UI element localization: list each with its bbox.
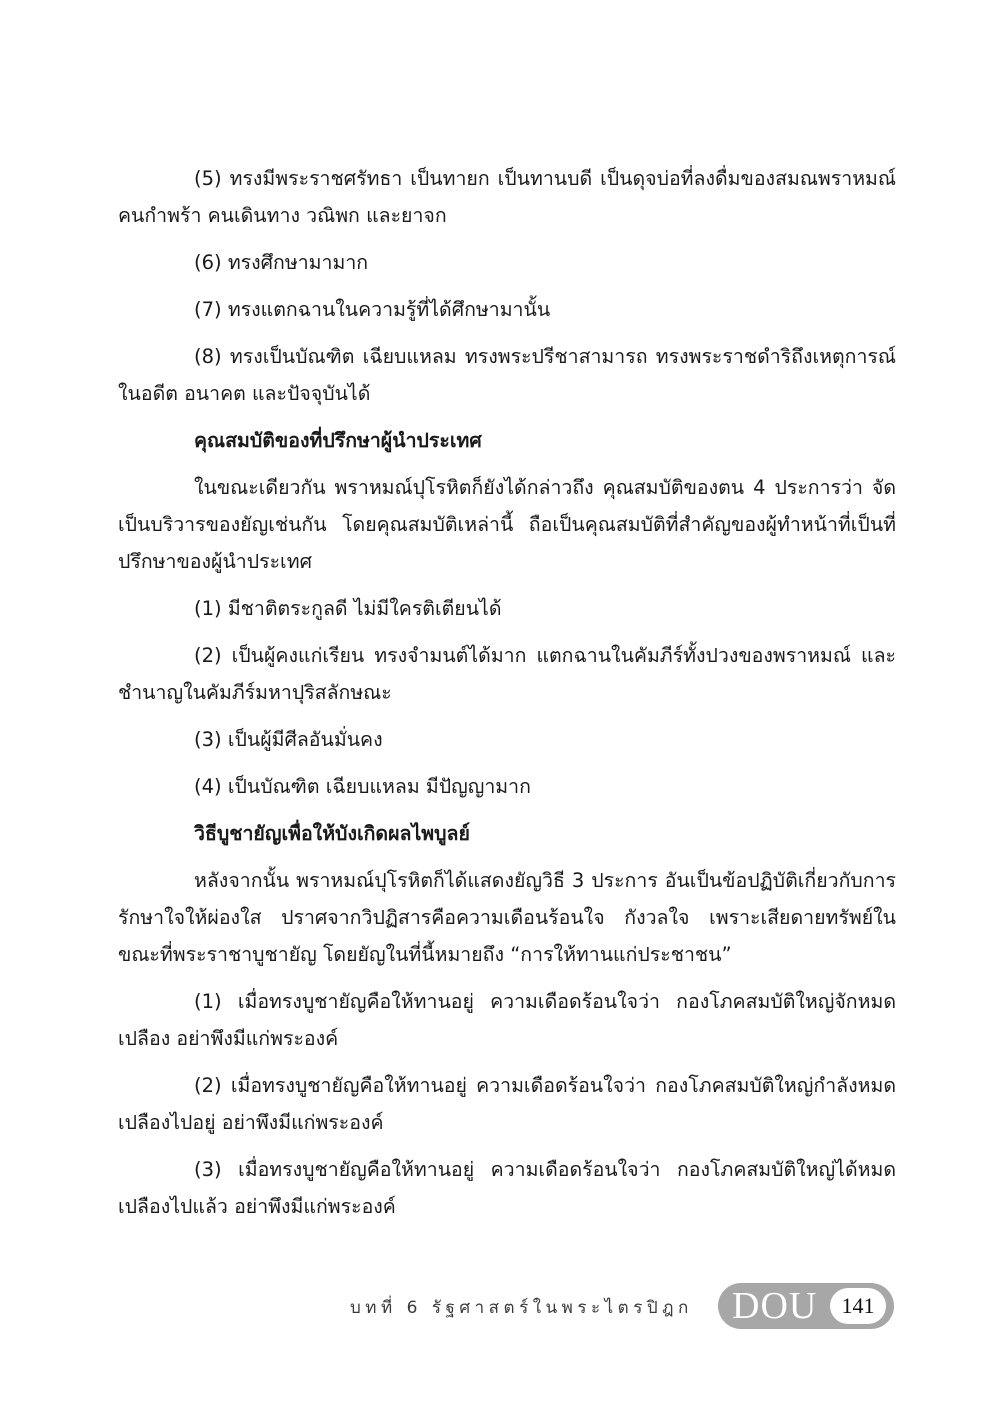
section-heading-advisor-qualities: คุณสมบัติของที่ปรึกษาผู้นำประเทศ <box>194 429 482 452</box>
section1-intro: ในขณะเดียวกัน พราหมณ์ปุโรหิตก็ยังได้กล่าวถึง คุณสมบัติของตน 4 ประการว่า จัดเป็นบริวารของยัญเช่นกัน โดยคุณสมบัติเหล่านี้ ถือเป็นคุณสมบัติที่สำคัญของผู้ทำหน้าที่เป็นที่ปรึกษาของผู้นำประเทศ <box>118 476 896 573</box>
section1-item-3: (3) เป็นผู้มีศีลอันมั่นคง <box>194 728 383 751</box>
page-body <box>118 160 896 1235</box>
section1-item-2: (2) เป็นผู้คงแก่เรียน ทรงจำมนต์ได้มาก แตกฉานในคัมภีร์ทั้งปวงของพราหมณ์ และชำนาญในคัมภีร์มหาปุริสลักษณะ <box>118 644 896 704</box>
page-footer <box>350 1280 900 1334</box>
dou-badge <box>718 1283 894 1329</box>
dou-logo-text: DOU <box>732 1285 818 1327</box>
section-heading-sacrifice-method: วิธีบูชายัญเพื่อให้บังเกิดผลไพบูลย์ <box>194 822 470 845</box>
paragraph-item-6: (6) ทรงศึกษามามาก <box>194 251 369 274</box>
section1-item-4: (4) เป็นบัณฑิต เฉียบแหลม มีปัญญามาก <box>194 775 531 798</box>
paragraph-item-8: (8) ทรงเป็นบัณฑิต เฉียบแหลม ทรงพระปรีชาสามารถ ทรงพระราชดำริถึงเหตุการณ์ในอดีต อนาคต และปัจจุบันได้ <box>118 345 896 405</box>
paragraph-item-7: (7) ทรงแตกฉานในความรู้ที่ได้ศึกษามานั้น <box>194 298 551 321</box>
paragraph-item-5: (5) ทรงมีพระราชศรัทธา เป็นทายก เป็นทานบดี เป็นดุจบ่อที่ลงดื่มของสมณพราหมณ์ คนกำพร้า คนเดินทาง วณิพก และยาจก <box>118 167 896 227</box>
section2-item-3: (3) เมื่อทรงบูชายัญคือให้ทานอยู่ ความเดือดร้อนใจว่า กองโภคสมบัติใหญ่ได้หมดเปลืองไปแล้ว อย่าพึงมีแก่พระองค์ <box>118 1158 896 1218</box>
section2-item-2: (2) เมื่อทรงบูชายัญคือให้ทานอยู่ ความเดือดร้อนใจว่า กองโภคสมบัติใหญ่กำลังหมดเปลืองไปอยู่ อย่าพึงมีแก่พระองค์ <box>118 1074 896 1134</box>
section2-intro: หลังจากนั้น พราหมณ์ปุโรหิตก็ได้แสดงยัญวิธี 3 ประการ อันเป็นข้อปฏิบัติเกี่ยวกับการรักษาใจให้ผ่องใส ปราศจากวิปฏิสารคือความเดือนร้อนใจ กังวลใจ เพราะเสียดายทรัพย์ในขณะที่พระราชาบูชายัญ โดยยัญในที่นี้หมายถึง “การให้ทานแก่ประชาชน” <box>118 869 896 966</box>
section2-item-1: (1) เมื่อทรงบูชายัญคือให้ทานอยู่ ความเดือดร้อนใจว่า กองโภคสมบัติใหญ่จักหมดเปลือง อย่าพึงมีแก่พระองค์ <box>118 990 896 1050</box>
section1-item-1: (1) มีชาติตระกูลดี ไม่มีใครติเตียนได้ <box>194 597 502 620</box>
page-number: 141 <box>830 1288 886 1324</box>
running-head: บทที่ 6 รัฐศาสตร์ในพระไตรปิฎก <box>350 1298 693 1318</box>
